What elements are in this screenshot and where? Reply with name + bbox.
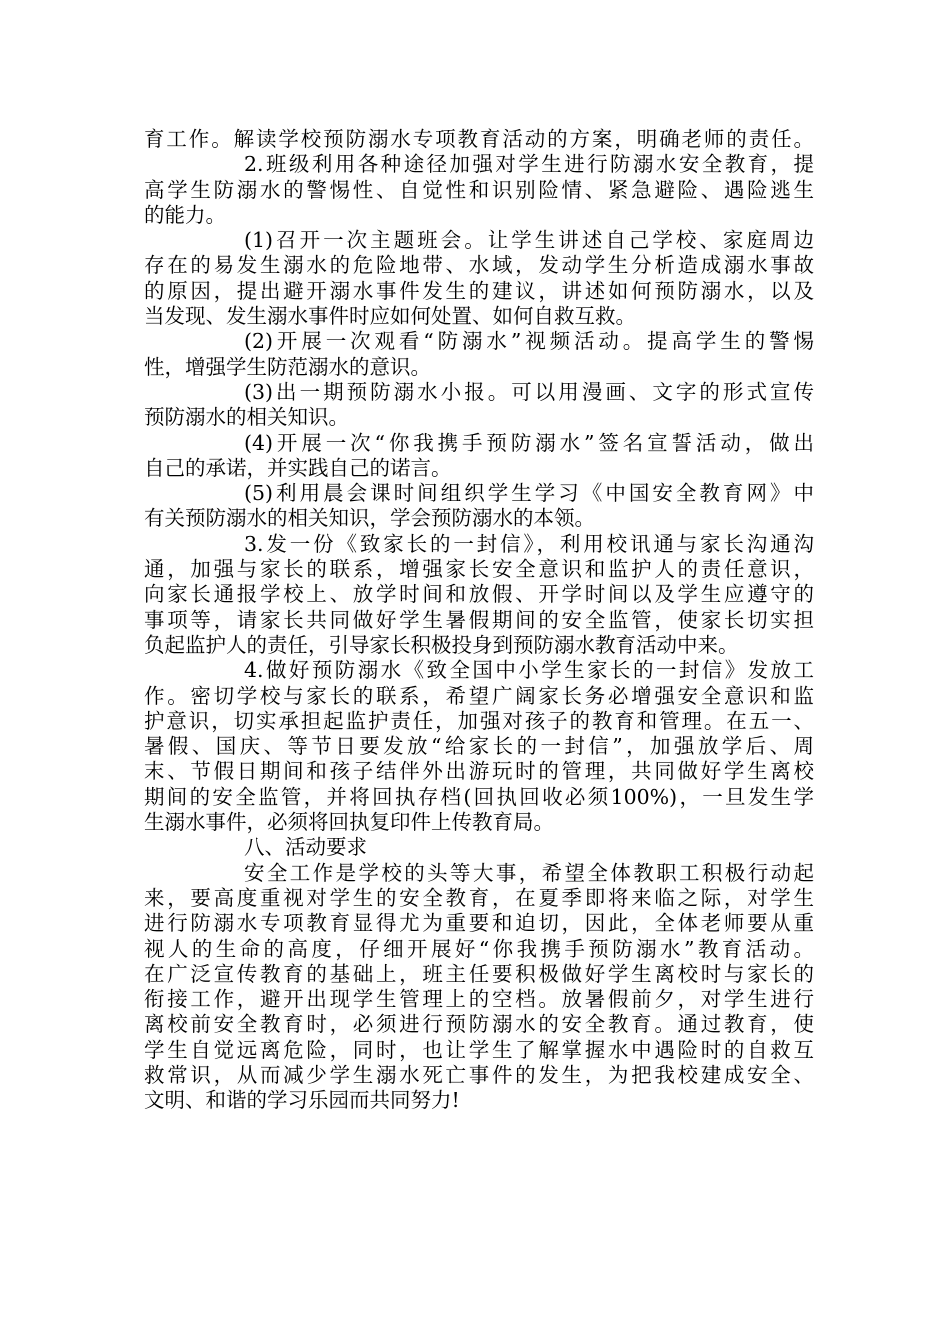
text-line: 的能力。 <box>144 202 226 227</box>
text-line: 有关预防溺水的相关知识，学会预防溺水的本领。 <box>144 506 595 531</box>
text-line: 视人的生命的高度，仔细开展好“你我携手预防溺水”教育活动。 <box>144 936 814 961</box>
text-line: 文明、和谐的学习乐园而共同努力! <box>144 1088 460 1113</box>
text-line: 通，加强与家长的联系，增强家长安全意识和监护人的责任意识， <box>144 557 814 582</box>
text-line: 4.做好预防溺水《致全国中小学生家长的一封信》发放工 <box>244 658 814 683</box>
text-line: 八、活动要求 <box>244 835 367 860</box>
text-line: (1)召开一次主题班会。让学生讲述自己学校、家庭周边 <box>244 228 814 253</box>
text-line: 的原因，提出避开溺水事件发生的建议，讲述如何预防溺水，以及 <box>144 278 814 303</box>
text-line: 护意识，切实承担起监护责任，加强对孩子的教育和管理。在五一、 <box>144 708 814 733</box>
text-line: (2)开展一次观看“防溺水”视频活动。提高学生的警惕 <box>244 329 814 354</box>
text-line: 暑假、国庆、等节日要发放“给家长的一封信”，加强放学后、周 <box>144 734 814 759</box>
text-line: 生溺水事件，必须将回执复印件上传教育局。 <box>144 810 554 835</box>
text-line: 存在的易发生溺水的危险地带、水域，发动学生分析造成溺水事故 <box>144 253 814 278</box>
text-line: 负起监护人的责任，引导家长积极投身到预防溺水教育活动中来。 <box>144 632 739 657</box>
text-line: (4)开展一次“你我携手预防溺水”签名宣誓活动，做出 <box>244 430 814 455</box>
text-line: 育工作。解读学校预防溺水专项教育活动的方案，明确老师的责任。 <box>144 127 814 151</box>
text-line: 向家长通报学校上、放学时间和放假、开学时间以及学生应遵守的 <box>144 582 814 607</box>
text-line: 救常识，从而减少学生溺水死亡事件的发生，为把我校建成安全、 <box>144 1062 814 1087</box>
text-line: 事项等，请家长共同做好学生暑假期间的安全监管，使家长切实担 <box>144 607 814 632</box>
text-line: 预防溺水的相关知识。 <box>144 405 349 430</box>
text-line: 高学生防溺水的警惕性、自觉性和识别险情、紧急避险、遇险逃生 <box>144 177 814 202</box>
text-line: 衔接工作，避开出现学生管理上的空档。放暑假前夕，对学生进行 <box>144 987 814 1012</box>
text-line: 自己的承诺，并实践自己的诺言。 <box>144 455 452 480</box>
text-line: 离校前安全教育时，必须进行预防溺水的安全教育。通过教育，使 <box>144 1012 814 1037</box>
text-line: 3.发一份《致家长的一封信》，利用校讯通与家长沟通沟 <box>244 531 814 556</box>
text-line: 安全工作是学校的头等大事，希望全体教职工积极行动起 <box>244 860 814 885</box>
text-line: 当发现、发生溺水事件时应如何处置、如何自救互救。 <box>144 304 636 329</box>
text-line: 末、节假日期间和孩子结伴外出游玩时的管理，共同做好学生离校 <box>144 759 814 784</box>
text-line: 2.班级利用各种途径加强对学生进行防溺水安全教育，提 <box>244 152 814 177</box>
text-line: (3)出一期预防溺水小报。可以用漫画、文字的形式宣传 <box>244 379 814 404</box>
text-line: 学生自觉远离危险，同时，也让学生了解掌握水中遇险时的自救互 <box>144 1037 814 1062</box>
text-line: 作。密切学校与家长的联系，希望广阔家长务必增强安全意识和监 <box>144 683 814 708</box>
text-line: (5)利用晨会课时间组织学生学习《中国安全教育网》中 <box>244 481 814 506</box>
text-line: 来，要高度重视对学生的安全教育，在夏季即将来临之际，对学生 <box>144 885 814 910</box>
text-line: 期间的安全监管，并将回执存档(回执回收必须100%)，一旦发生学 <box>144 784 814 809</box>
text-line: 性，增强学生防范溺水的意识。 <box>144 354 431 379</box>
text-line: 在广泛宣传教育的基础上，班主任要积极做好学生离校时与家长的 <box>144 961 814 986</box>
document-body <box>144 127 814 1114</box>
text-line: 进行防溺水专项教育显得尤为重要和迫切，因此，全体老师要从重 <box>144 911 814 936</box>
